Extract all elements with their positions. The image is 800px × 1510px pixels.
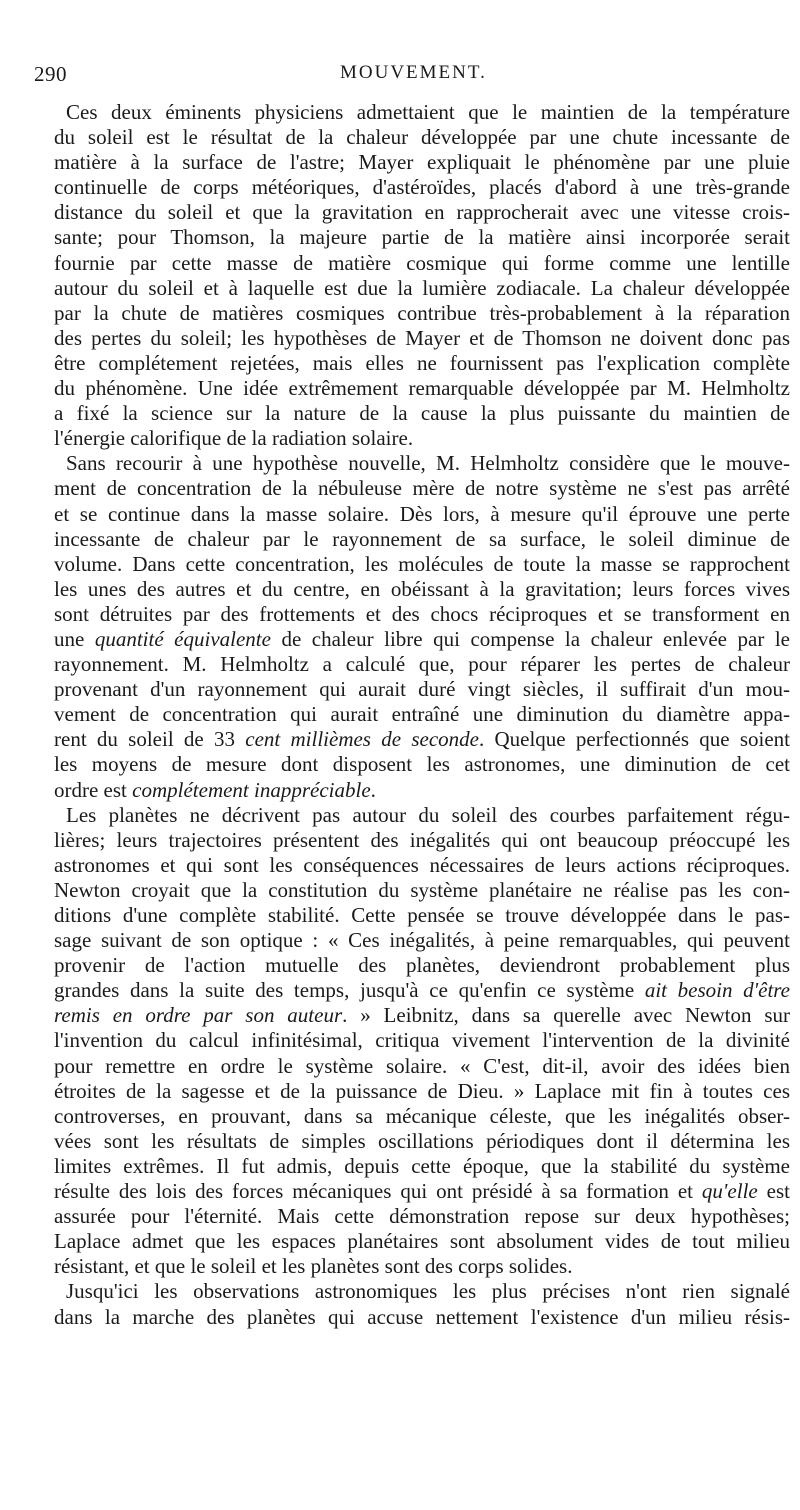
text-line [54,376,790,401]
text-line [54,1003,790,1028]
text-line [54,602,790,627]
text-run: être complétement rejetées, mais elles ne fournissent pas l'explication complète [54,350,790,375]
text-line [54,1204,790,1229]
text-run: dans la marche des planètes qui accuse nettement l'existence d'un milieu résis- [54,1304,790,1329]
italic-text: remis en ordre par son auteur [54,1003,343,1028]
text-run: autour du soleil et à laquelle est due la lumière zodiacale. La chaleur développée [54,275,790,300]
text-line [54,200,790,225]
text-run: l'énergie calorifique de la radiation solaire. [54,426,414,451]
text-line [54,1254,790,1279]
text-run: distance du soleil et que la gravitation en rapprocherait avec une vitesse crois- [54,200,790,225]
italic-text: ait besoin d'être [644,978,790,1003]
text-run: volume. Dans cette concentration, les molécules de toute la masse se rapprochent [54,551,790,576]
text-line [54,225,790,250]
text-line [54,326,790,351]
text-run: grandes dans la suite des temps, jusqu'à ce qu'enfin ce système [54,978,645,1003]
text-line [54,552,790,577]
text-run: continuelle de corps météoriques, d'astéroïdes, placés d'abord à une très-grande [54,175,790,200]
text-line [54,577,790,602]
text-run: ditions d'une complète stabilité. Cette pensée se trouve développée dans le pas- [54,903,790,927]
text-line [54,426,790,451]
text-run: sont détruites par des frottements et des chocs réciproques et se transforment en [54,601,790,626]
text-run: assurée pour l'éternité. Mais cette démonstration repose sur deux hypothèses; [54,1204,790,1229]
text-run: provenant d'un rayonnement qui aurait duré vingt siècles, il suffirait d'un mou- [54,677,790,702]
text-run: limites extrêmes. Il fut admis, depuis cette époque, que la stabilité du système [54,1153,790,1178]
text-line [54,627,790,652]
text-line [54,351,790,376]
text-run: résistant, et que le soleil et les planètes sont des corps solides. [54,1254,573,1279]
text-run: pour remettre en ordre le système solaire. « C'est, dit-il, avoir des idées bien [54,1053,790,1078]
text-run: rayonnement. M. Helmholtz a calculé que, pour réparer les pertes de chaleur [54,652,790,677]
text-run: . » Leibnitz, dans sa querelle avec Newton sur [342,1003,790,1028]
italic-text: cent millièmes de seconde [245,727,479,752]
text-line [54,677,790,702]
text-run: matière à la surface de l'astre; Mayer expliquait le phénomène par une pluie [54,150,790,175]
text-line [54,853,790,878]
text-run: sante; pour Thomson, la majeure partie de la matière ainsi incorporée serait [54,225,790,250]
text-run: rent du soleil de 33 [54,727,246,752]
text-line [54,978,790,1003]
text-line [54,502,790,527]
text-line [54,1154,790,1179]
text-line [54,727,790,752]
text-line [54,150,790,175]
text-line [54,928,790,953]
text-run: résulte des lois des forces mécaniques qui ont présidé à sa formation et [54,1179,702,1204]
italic-text: quantité équivalente [94,626,271,651]
text-line [54,803,790,828]
running-head: MOUVEMENT. [340,62,487,83]
text-run: du soleil est le résultat de la chaleur développée par une chute incessante de [54,125,790,150]
text-line [54,953,790,978]
text-line [54,1054,790,1079]
text-line [54,903,790,928]
text-run: a fixé la science sur la nature de la cause la plus puissante du maintien de [54,401,790,426]
text-run: Les planètes ne décrivent pas autour du soleil des courbes parfaitement régu- [66,802,790,827]
text-run: vées sont les résultats de simples oscillations périodiques dont il détermina les [54,1128,790,1153]
text-line [54,527,790,552]
text-run: Jusqu'ici les observations astronomiques les plus précises n'ont rien signalé [66,1279,790,1304]
text-run: étroites de la sagesse et de la puissance de Dieu. » Laplace mit fin à toutes ces [54,1078,790,1103]
text-line [54,1129,790,1154]
text-line [54,251,790,276]
italic-text: qu'elle [701,1179,758,1204]
text-run: Laplace admet que les espaces planétaires sont absolument vides de tout milieu [54,1229,790,1254]
text-line [54,100,790,125]
text-line [54,878,790,903]
text-line [54,451,790,476]
text-line [54,401,790,426]
text-line [54,276,790,301]
text-line [54,1305,790,1330]
text-line [54,1229,790,1254]
text-run: du phénomène. Une idée extrêmement remarquable développée par M. Helmholtz [54,376,790,401]
text-run: par la chute de matières cosmiques contribue très-probablement à la réparation [54,300,790,325]
text-run: astronomes et qui sont les conséquences nécessaires de leurs actions réciproques. [54,852,790,877]
text-run: fournie par cette masse de matière cosmique qui forme comme une lentille [54,250,790,275]
body-text [54,100,790,1330]
text-line [54,125,790,150]
text-run: . [370,777,376,802]
text-line [54,1279,790,1304]
text-line [54,1104,790,1129]
text-line [54,702,790,727]
text-run: incessante de chaleur par le rayonnement de sa surface, le soleil diminue de [54,526,790,551]
text-run: des pertes du soleil; les hypothèses de Mayer et de Thomson ne doivent donc pas [54,325,790,350]
text-line [54,476,790,501]
text-run: est [757,1179,790,1204]
text-run: provenir de l'action mutuelle des planètes, deviendront probablement plus [54,953,790,978]
text-run: sage suivant de son optique : « Ces inégalités, à peine remarquables, qui peuvent [54,928,790,953]
text-run: de chaleur libre qui compense la chaleur enlevée par le [270,626,790,651]
text-run: les moyens de mesure dont disposent les astronomes, une diminution de cet [54,752,790,777]
text-run: Ces deux éminents physiciens admettaient que le maintien de la température [66,100,790,124]
text-line [54,752,790,777]
text-line [54,1079,790,1104]
text-line [54,301,790,326]
text-run: . Quelque perfectionnés que soient [478,727,790,752]
italic-text: complétement inappréciable [132,777,371,802]
text-line [54,1179,790,1204]
text-run: lières; leurs trajectoires présentent des inégalités qui ont beaucoup préoccupé les [54,827,790,852]
text-line [54,1028,790,1053]
text-line [54,778,790,803]
text-run: Sans recourir à une hypothèse nouvelle, M. Helmholtz considère que le mouve- [66,451,790,476]
text-run: ment de concentration de la nébuleuse mère de notre système ne s'est pas arrêté [54,476,790,501]
text-run: une [54,626,95,651]
text-run: vement de concentration qui aurait entraîné une diminution du diamètre appa- [54,702,790,727]
text-run: l'invention du calcul infinitésimal, critiqua vivement l'intervention de la divinité [54,1028,790,1053]
text-run: et se continue dans la masse solaire. Dès lors, à mesure qu'il éprouve une perte [54,501,790,526]
text-line [54,175,790,200]
text-run: controverses, en prouvant, dans sa mécanique céleste, que les inégalités obser- [54,1103,790,1128]
page-number: 290 [34,62,67,86]
text-line [54,828,790,853]
text-run: les unes des autres et du centre, en obéissant à la gravitation; leurs forces vives [54,576,790,601]
text-run: ordre est [54,777,133,802]
text-line [54,652,790,677]
text-run: Newton croyait que la constitution du système planétaire ne réalise pas les con- [54,877,790,902]
